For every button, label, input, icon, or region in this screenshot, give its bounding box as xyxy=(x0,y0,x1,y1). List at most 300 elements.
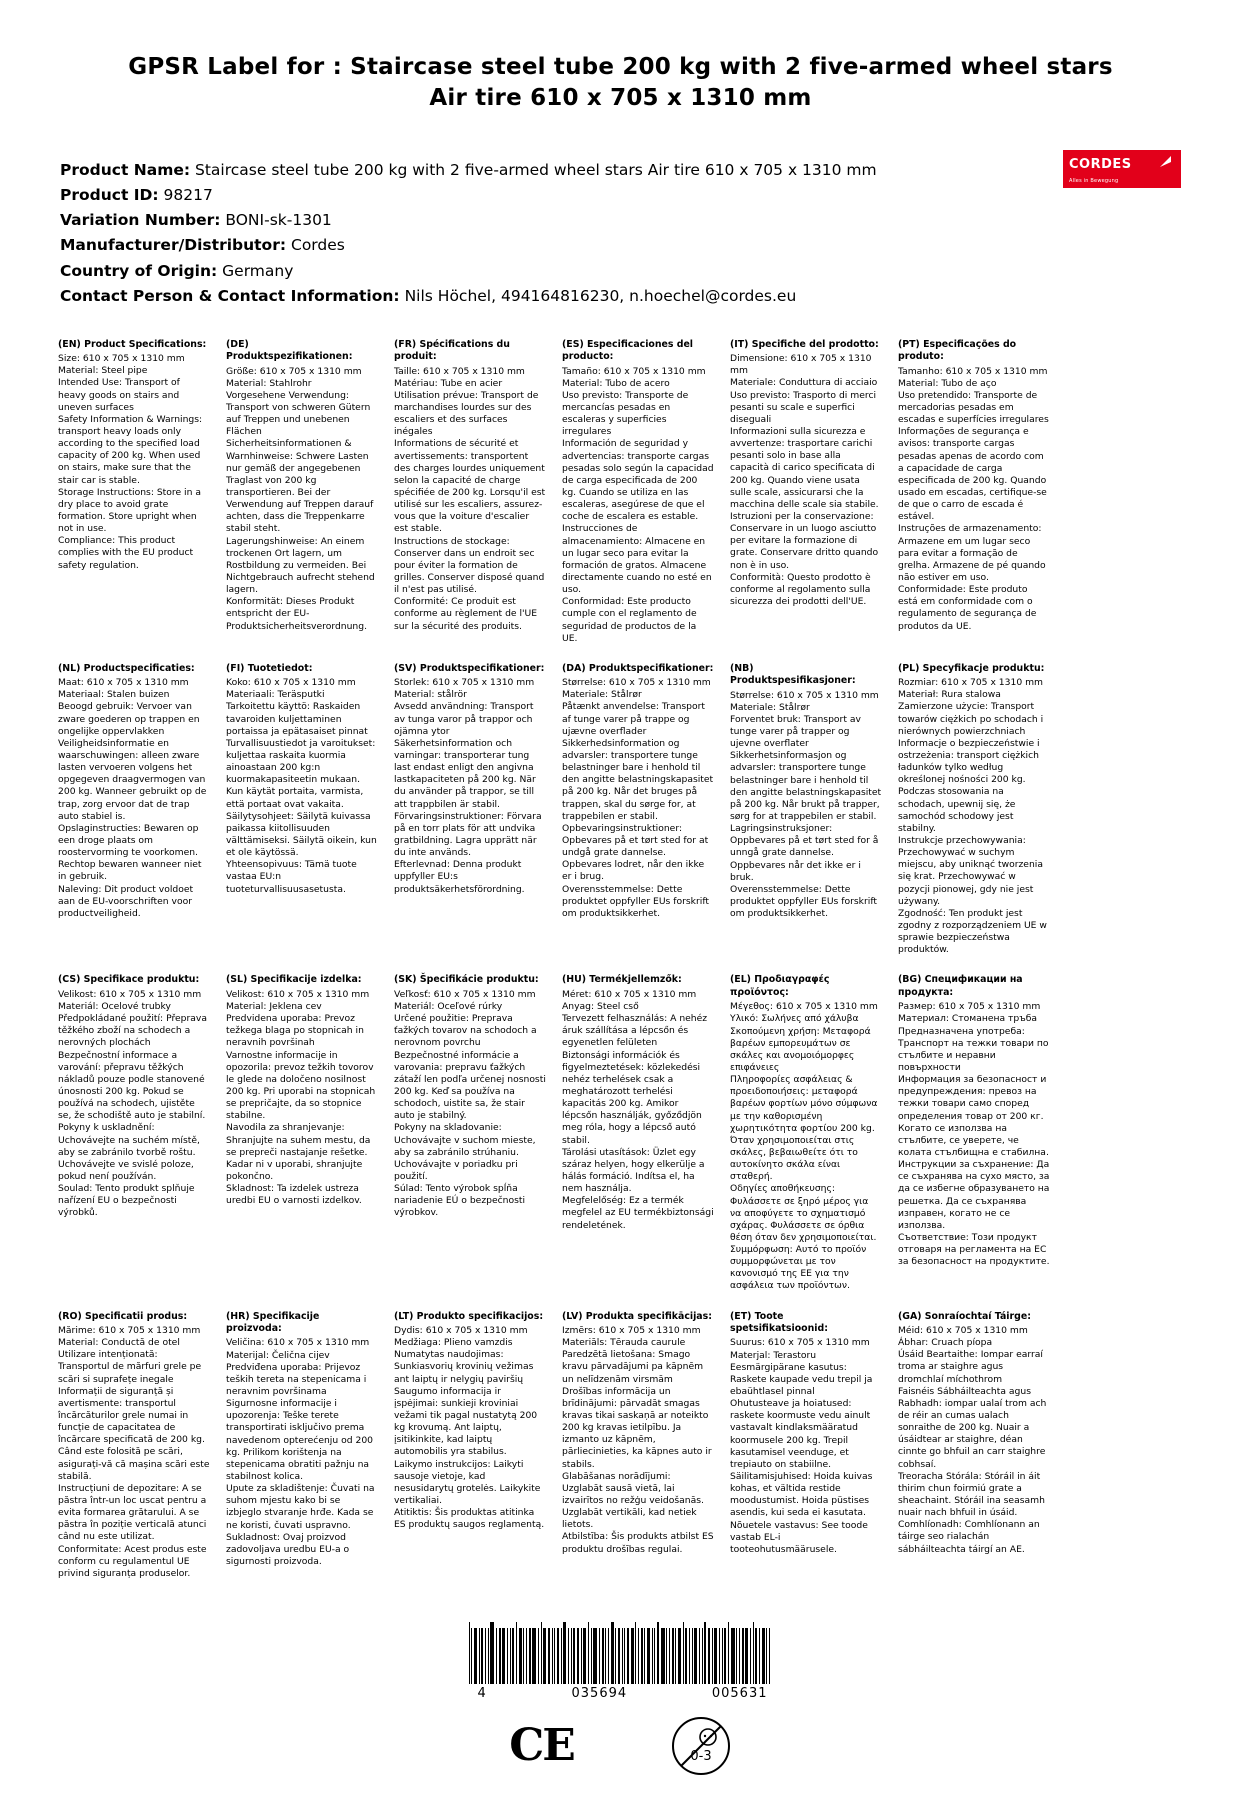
spec-paragraph: Biztonsági információk és figyelmeztetések: közlekedési nehéz terhelések csak a meghatározott terhelési kapacitás 200 kg. Amikor lépcsőn használják, győződjön meg róla, hogy a lépcső autó stabil. xyxy=(562,1049,702,1146)
spec-paragraph: Bezpečnostné informácie a varovania: prepravu ťažkých zátaží len podľa určenej nosnosti 200 kg. Keď sa používa na schodoch, uistite sa, že stair auto je stabilný. xyxy=(394,1049,546,1122)
barcode-bar xyxy=(762,1628,765,1684)
barcode-bar xyxy=(488,1628,489,1684)
barcode-bar xyxy=(485,1628,486,1684)
spec-paragraph: Overensstemmelse: Dette produktet oppfyller EUs forskrift om produktsikkerhet. xyxy=(562,883,710,919)
barcode-bar xyxy=(755,1628,757,1684)
spec-heading: (CS) Specifikace produktu: xyxy=(58,974,200,986)
barcode-bar xyxy=(647,1628,650,1684)
barcode-bar xyxy=(644,1628,645,1684)
spec-paragraph: Taille: 610 x 705 x 1310 mm xyxy=(394,365,525,377)
spec-column xyxy=(394,1311,546,1580)
spec-heading: (DA) Produktspecifikationer: xyxy=(562,662,714,674)
spec-heading: (FR) Spécifications du produit: xyxy=(394,338,510,363)
spec-paragraph: Sigurnosne informacije i upozorenja: Teške terete transportirati isključivo prema navedenom opterećenju od 200 kg. Prilikom korištenja na stepenicama obratiti pažnju na stabilnost kolica. xyxy=(226,1398,374,1482)
spec-paragraph: Предназначена употреба: Транспорт на тежки товари по стълбите и неравни повърхности xyxy=(898,1025,1049,1073)
barcode-bar xyxy=(605,1628,606,1684)
spec-paragraph: Faisnéis Sábháilteachta agus Rabhadh: iompar ualaí trom ach de réir an cumas ualach sonraithe de 200 kg. Nuair a úsáidtear ar staighre, déan cinnte go bhfuil an carr staighre cobhsaí. xyxy=(898,1385,1047,1470)
spec-paragraph: Méret: 610 x 705 x 1310 mm xyxy=(562,988,697,1000)
barcode-bar xyxy=(573,1628,575,1684)
spec-heading: (SV) Produktspecifikationer: xyxy=(394,662,545,674)
barcode-bar xyxy=(689,1628,690,1684)
barcode-bar xyxy=(548,1628,550,1684)
spec-paragraph: Material: Stahlrohr xyxy=(226,377,312,389)
spec-heading: (NB) Produktspesifikasjoner: xyxy=(730,662,856,687)
barcode-bar xyxy=(519,1628,522,1684)
spec-paragraph: Tervezett felhasználás: A nehéz áruk szállítása a lépcsőn és egyenetlen felületen xyxy=(562,1013,708,1049)
barcode-bar xyxy=(577,1628,579,1684)
spec-paragraph: Conformidad: Este producto cumple con el reglamento de seguridad de productos de la UE. xyxy=(562,596,697,644)
spec-paragraph: Πληροφορίες ασφάλειας & προειδοποιήσεις: μεταφορά βαρέων φορτίων μόνο σύμφωνα με την καθορισμένη χωρητικότητα φορτίου 200 kg. Όταν χρησιμοποιείται στις σκάλες, βεβαιωθείτε ότι το αυτοκίνητο σκάλα είναι σταθερή. xyxy=(730,1074,878,1183)
barcode-bar xyxy=(581,1628,582,1684)
spec-column xyxy=(898,1311,1050,1580)
spec-heading: (ES) Especificaciones del producto: xyxy=(562,338,694,363)
barcode-bar xyxy=(702,1628,703,1684)
spec-paragraph: Μέγεθος: 610 x 705 x 1310 mm xyxy=(730,1001,878,1013)
spec-paragraph: Informații de siguranță și avertismente: transportul încărcăturilor grele numai in funcție de capacitatea de încărcare specificată de 200 kg. Când este folosită pe scări, asigurați-vă că mașina scări este stabilă. xyxy=(58,1385,210,1482)
age-restriction-icon xyxy=(670,1715,732,1777)
barcode-bar xyxy=(692,1628,693,1684)
spec-paragraph: Beoogd gebruik: Vervoer van zware goederen op trappen en ongelijke oppervlakken xyxy=(58,701,200,737)
spec-paragraph: Tamanho: 610 x 705 x 1310 mm xyxy=(898,365,1048,377)
barcode-bar xyxy=(469,1622,470,1684)
barcode-bar xyxy=(683,1622,684,1684)
spec-paragraph: Storlek: 610 x 705 x 1310 mm xyxy=(394,677,535,689)
spec-paragraph: Zamierzone użycie: Transport towarów ciężkich po schodach i nierównych powierzchniach xyxy=(898,701,1044,737)
barcode-bar xyxy=(510,1628,511,1684)
spec-paragraph: Saugumo informacija ir įspėjimai: sunkieji kroviniai vežami tik pagal nustatytą 200 kg krovumą. Ant laiptų, įsitikinkite, kad laiptų automobilis yra stabilus. xyxy=(394,1385,538,1458)
spec-paragraph: Safety Information & Warnings: transport heavy loads only according to the specified load capacity of 200 kg. When used on stairs, make sure that the stair car is stable. xyxy=(58,413,203,486)
spec-paragraph: Tamaño: 610 x 705 x 1310 mm xyxy=(562,365,706,377)
spec-paragraph: Размер: 610 x 705 x 1310 mm xyxy=(898,1001,1041,1013)
spec-paragraph: Compliance: This product complies with the EU product safety regulation. xyxy=(58,535,194,571)
spec-paragraph: Informacje o bezpieczeństwie i ostrzeżenia: transport ciężkich ładunków tylko według określonej nośności 200 kg. Podczas stosowania na schodach, upewnij się, że samochód schodowy jest stabilny. xyxy=(898,737,1040,834)
barcode-bar xyxy=(622,1628,623,1684)
barcode-bar xyxy=(532,1628,536,1684)
spec-column xyxy=(562,1311,714,1580)
spec-paragraph: Materiál: Ocelové trubky xyxy=(58,1000,171,1012)
spec-paragraph: Инструкции за съхранение: Да се съхранява на сухо място, за да се избегне образуването на решетка. Да се съхранява изправен, когато не се използва. xyxy=(898,1159,1050,1231)
spec-paragraph: Съответствие: Този продукт отговаря на регламента на ЕС за безопасност на продуктите. xyxy=(898,1231,1050,1268)
spec-paragraph: Sikkerhedsinformation og advarsler: transportere tunge belastninger bare i henhold til den angitte belastningskapasitet på 200 kg. Når det bruges på trappen, skal du sørge for, at trappebilen er stabil. xyxy=(562,737,714,822)
spec-paragraph: Pokyny k uskladnění: Uchovávejte na suchém místě, aby se zabránilo tvorbě roštu. Uchovávejte ve svislé poloze, pokud není používán. xyxy=(58,1122,200,1182)
barcode-bar xyxy=(731,1628,735,1684)
spec-paragraph: Maat: 610 x 705 x 1310 mm xyxy=(58,677,189,689)
spec-paragraph: Pokyny na skladovanie: Uchovávajte v suchom mieste, aby sa zabránilo strúhaniu. Uchovávajte v poriadku pri použití. xyxy=(394,1122,536,1182)
spec-paragraph: Materjal: Terastoru xyxy=(730,1349,817,1361)
barcode-bar xyxy=(766,1628,767,1684)
product-name-label: Product Name: xyxy=(60,161,191,180)
spec-paragraph: Sukladnost: Ovaj proizvod zadovoljava uredbu EU-a o sigurnosti proizvoda. xyxy=(226,1531,350,1567)
spec-heading: (NL) Productspecificaties: xyxy=(58,662,195,674)
spec-column xyxy=(226,339,378,645)
spec-heading: (LT) Produkto specifikacijos: xyxy=(394,1310,544,1322)
spec-paragraph: Dydis: 610 x 705 x 1310 mm xyxy=(394,1325,528,1337)
spec-paragraph: Mărime: 610 x 705 x 1310 mm xyxy=(58,1325,201,1337)
barcode-bar xyxy=(507,1628,508,1684)
barcode-bar xyxy=(552,1628,553,1684)
spec-paragraph: Overensstemmelse: Dette produktet oppfyller EUs forskrift om produktsikkerhet. xyxy=(730,883,878,920)
spec-column xyxy=(58,974,210,1292)
spec-paragraph: Atbilstība: Šis produkts atbilst ES produktu drošības regulai. xyxy=(562,1531,714,1555)
barcode-bar xyxy=(571,1628,572,1684)
barcode-bar xyxy=(557,1628,559,1684)
spec-heading: (EL) Προδιαγραφές προϊόντος: xyxy=(730,974,830,998)
swoosh-icon xyxy=(1159,155,1173,169)
spec-paragraph: Material: Conductă de otel xyxy=(58,1337,180,1349)
product-name-row xyxy=(60,158,1181,183)
barcode-bar xyxy=(543,1628,546,1684)
spec-paragraph: Opbevaringsinstruktioner: Opbevares på et tørt sted for at undgå grate dannelse. Opbevares lodret, når den ikke er i brug. xyxy=(562,822,709,883)
spec-row xyxy=(58,339,1183,645)
barcode-bar xyxy=(523,1628,524,1684)
barcode-bar xyxy=(672,1628,674,1684)
spec-paragraph: Dimensione: 610 x 705 x 1310 mm xyxy=(730,353,872,377)
country-value: Germany xyxy=(222,261,294,280)
spec-column xyxy=(730,339,882,645)
variation-number-row xyxy=(60,208,1181,233)
spec-paragraph: Konformität: Dieses Produkt entspricht der EU-Produktsicherheitsverordnung. xyxy=(226,596,368,632)
specifications-grid xyxy=(58,339,1183,1580)
barcode-prefix: 4 xyxy=(477,1685,487,1701)
spec-paragraph: Materiale: Stålrør xyxy=(730,701,810,713)
spec-paragraph: Ábhar: Cruach píopa xyxy=(898,1337,993,1349)
barcode-bar xyxy=(724,1628,726,1684)
spec-paragraph: Velikost: 610 x 705 x 1310 mm xyxy=(58,988,202,1000)
variation-number-value: BONI-sk-1301 xyxy=(225,211,332,230)
spec-column xyxy=(58,339,210,645)
spec-paragraph: Lagerungshinweise: An einem trockenen Ort lagern, um Rostbildung zu vermeiden. Bei Nichtgebrauch aufrecht stehend lagern. xyxy=(226,535,375,596)
spec-paragraph: Upute za skladištenje: Čuvati na suhom mjestu kako bi se izbjeglo stvaranje hrđe. Kada se ne koristi, čuvati uspravno. xyxy=(226,1483,375,1531)
spec-paragraph: Sicherheitsinformationen & Warnhinweise: Schwere Lasten nur gemäß der angegebenen Traglast von 200 kg transportieren. Bei der Verwendung auf Treppen darauf achten, dass die Treppenkarre stabil steht. xyxy=(226,438,374,535)
barcode-bar xyxy=(745,1628,748,1684)
logo-brand: CORDES xyxy=(1069,156,1132,172)
barcode-bar xyxy=(736,1628,737,1684)
spec-paragraph: Súlad: Tento výrobok spĺňa nariadenie EÚ o bezpečnosti výrobkov. xyxy=(394,1183,526,1219)
spec-paragraph: Material: Steel pipe xyxy=(58,365,148,377)
spec-paragraph: Υλικό: Σωλήνες από χάλυβα xyxy=(730,1013,859,1025)
spec-paragraph: Paredzētā lietošana: Smago kravu pārvadājumi pa kāpnēm un nelīdzenām virsmām xyxy=(562,1349,704,1385)
spec-paragraph: Materijal: Čelična cijev xyxy=(226,1349,330,1361)
spec-paragraph: Materiał: Rura stalowa xyxy=(898,689,1001,701)
variation-number-label: Variation Number: xyxy=(60,211,221,230)
spec-paragraph: Navodila za shranjevanje: Shranjujte na suhem mestu, da se prepreči nastajanje rešetke. Kadar ni v uporabi, shranjujte pokončno. xyxy=(226,1122,371,1182)
spec-paragraph: Säilitamisjuhised: Hoida kuivas kohas, et vältida restide moodustumist. Hoida püstises asendis, kui seda ei kasutata. xyxy=(730,1470,873,1519)
barcode-bar xyxy=(627,1628,629,1684)
product-name-value: Staircase steel tube 200 kg with 2 five-armed wheel stars Air tire 610 x 705 x 1310 mm xyxy=(195,161,877,180)
spec-paragraph: Anyag: Steel cső xyxy=(562,1000,639,1012)
spec-paragraph: Instrucciones de almacenamiento: Almacene en un lugar seco para evitar la formación de gratos. Almacene directamente cuando no esté en uso. xyxy=(562,523,712,596)
spec-heading: (ET) Toote spetsifikatsioonid: xyxy=(730,1310,828,1335)
spec-paragraph: Συμμόρφωση: Αυτό το προϊόν συμμορφώνεται με τον κανονισμό της ΕΕ για την ασφάλεια των προϊόντων. xyxy=(730,1244,867,1292)
spec-paragraph: Uso previsto: Transporte de mercancías pesadas en escaleras y superficies irregulares xyxy=(562,389,689,438)
barcode-bar xyxy=(529,1628,531,1684)
spec-column xyxy=(730,663,882,957)
barcode-bar xyxy=(728,1622,729,1684)
spec-column xyxy=(226,663,378,957)
spec-paragraph: Skladnost: Ta izdelek ustreza uredbi EU o varnosti izdelkov. xyxy=(226,1183,362,1207)
barcode-numbers xyxy=(474,1686,768,1701)
spec-paragraph: Suurus: 610 x 705 x 1310 mm xyxy=(730,1337,870,1349)
spec-paragraph: Conformità: Questo prodotto è conforme al regolamento sulla sicurezza dei prodotti dell'UE. xyxy=(730,571,871,607)
barcode-bar xyxy=(708,1628,710,1684)
country-label: Country of Origin: xyxy=(60,261,218,280)
spec-paragraph: Megfelelőség: Ez a termék megfelel az EU termékbiztonsági rendeletének. xyxy=(562,1195,714,1231)
spec-heading: (HR) Specifikacije proizvoda: xyxy=(226,1310,320,1335)
spec-column xyxy=(394,974,546,1292)
gpsr-label-page xyxy=(0,52,1241,1806)
spec-paragraph: Soulad: Tento produkt splňuje nařízení EU o bezpečnosti výrobků. xyxy=(58,1183,195,1219)
barcode-bar xyxy=(675,1628,676,1684)
spec-paragraph: Určené použitie: Preprava ťažkých tovarov na schodoch a nerovnom povrchu xyxy=(394,1013,537,1049)
contact-row xyxy=(60,284,1181,309)
spec-paragraph: Atitiktis: Šis produktas atitinka ES produktų saugos reglamentą. xyxy=(394,1507,545,1531)
barcode-bar xyxy=(654,1628,655,1684)
barcode-bar xyxy=(657,1622,659,1684)
spec-paragraph: Rozmiar: 610 x 705 x 1310 mm xyxy=(898,677,1044,689)
spec-paragraph: Opslaginstructies: Bewaren op een droge plaats om roostervorming te voorkomen. Rechtop bewaren wanneer niet in gebruik. xyxy=(58,822,202,883)
spec-column xyxy=(898,974,1050,1292)
country-row xyxy=(60,259,1181,284)
spec-paragraph: Méid: 610 x 705 x 1310 mm xyxy=(898,1325,1028,1337)
spec-heading: (SK) Špecifikácie produktu: xyxy=(394,974,539,986)
spec-heading: (BG) Спецификации на продукта: xyxy=(898,974,1023,998)
spec-column xyxy=(226,1311,378,1580)
barcode-bar xyxy=(704,1622,706,1684)
spec-column xyxy=(58,663,210,957)
spec-paragraph: Istruzioni per la conservazione: Conservare in un luogo asciutto per evitare la formazione di grate. Conservare dritto quando non è in uso. xyxy=(730,510,879,571)
spec-paragraph: Información de seguridad y advertencias: transporte cargas pesadas solo según la capacidad de carga especificada de 200 kg. Cuando se utiliza en las escaleras, asegúrese de que el coche de escalera es estable. xyxy=(562,438,714,523)
spec-paragraph: Conformidade: Este produto está em conformidade com o regulamento de segurança de produtos da UE. xyxy=(898,584,1037,632)
spec-paragraph: Материал: Стоманена тръба xyxy=(898,1013,1038,1025)
product-meta xyxy=(60,158,1181,309)
spec-paragraph: Conformitate: Acest produs este conform cu regulamentul UE privind siguranța produselor. xyxy=(58,1543,207,1579)
spec-paragraph: Avsedd användning: Transport av tunga varor på trappor och ojämna ytor xyxy=(394,701,534,737)
spec-paragraph: Informazioni sulla sicurezza e avvertenze: trasportare carichi pesanti solo in base alla capacità di carico specificata di 200 kg. Quando viene usata sulle scale, assicurarsi che la macchina delle scale sia stabile. xyxy=(730,426,879,510)
spec-column xyxy=(898,663,1050,957)
barcode-bar xyxy=(699,1628,700,1684)
cordes-logo xyxy=(1063,150,1181,188)
spec-paragraph: Comhlíonadh: Comhlíonann an táirge seo rialachán sábháilteachta táirgí an AE. xyxy=(898,1519,1040,1555)
spec-paragraph: Predviđena uporaba: Prijevoz teških tereta na stepenicama i neravnim površinama xyxy=(226,1361,367,1397)
spec-paragraph: Treoracha Stórála: Stóráil in áit thirim chun foirmiú grate a sheachaint. Stóráil ina seasamh nuair nach bhfuil in úsáid. xyxy=(898,1470,1045,1519)
spec-paragraph: Instruções de armazenamento: Armazene em um lugar seco para evitar a formação de grelha. Armazene de pé quando não estiver em uso. xyxy=(898,523,1046,583)
spec-paragraph: Material: stålrör xyxy=(394,689,467,701)
spec-paragraph: Sikkerhetsinformasjon og advarsler: transportere tunge belastninger bare i henhold til den angitte belastningskapasitet på 200 kg. Når brukt på trapper, sørg for at trappebilen er stabil. xyxy=(730,750,882,823)
spec-paragraph: Utilizare intenționată: Transportul de mărfuri grele pe scări si suprafețe inegale xyxy=(58,1349,202,1385)
spec-row xyxy=(58,974,1183,1292)
barcode-bar xyxy=(753,1622,754,1684)
spec-paragraph: Zgodność: Ten produkt jest zgodny z rozporządzeniem UE w sprawie bezpieczeństwa produktów. xyxy=(898,907,1047,956)
product-id-label: Product ID: xyxy=(60,186,159,205)
compliance-marks xyxy=(509,1715,732,1777)
barcode-bar xyxy=(722,1628,723,1684)
spec-paragraph: Size: 610 x 705 x 1310 mm xyxy=(58,353,185,365)
spec-heading: (SL) Specifikacije izdelka: xyxy=(226,974,362,986)
barcode-bar xyxy=(474,1628,477,1684)
spec-paragraph: Påtænkt anvendelse: Transport af tunge varer på trappe og ujævne overflader xyxy=(562,701,706,737)
barcode-bar xyxy=(526,1628,527,1684)
product-id-value: 98217 xyxy=(163,186,213,205)
barcode-bar xyxy=(490,1622,494,1684)
spec-paragraph: Bezpečnostní informace a varování: přepravu těžkých nákladů pouze podle stanovené únosnosti 200 kg. Pokud se používá na schodech, ujistěte se, že schodiště auto je stabilní. xyxy=(58,1049,206,1122)
spec-paragraph: Säilytysohjeet: Säilytä kuivassa paikassa kiitollisuuden välttämiseksi. Säilytä oikein, kun et ole käytössä. xyxy=(226,810,377,859)
spec-paragraph: Material: Jeklena cev xyxy=(226,1000,322,1012)
spec-paragraph: Úsáid Beartaithe: Iompar earraí troma ar staighre agus dromchlaí míchothrom xyxy=(898,1349,1043,1385)
contact-value: Nils Höchel, 494164816230, n.hoechel@cordes.eu xyxy=(404,286,797,305)
barcode-bar xyxy=(583,1628,586,1684)
spec-paragraph: Varnostne informacije in opozorila: prevoz težkih tovorov le glede na določeno nosilnost 200 kg. Pri uporabi na stopnicah se prepričajte, da so stopnice stabilne. xyxy=(226,1049,376,1122)
spec-column xyxy=(562,974,714,1292)
barcode-bar xyxy=(481,1628,483,1684)
barcode-bar xyxy=(608,1628,609,1684)
spec-paragraph: Material: Tubo de aço xyxy=(898,377,997,389)
barcode-bar xyxy=(602,1628,604,1684)
barcode-bar xyxy=(516,1622,517,1684)
spec-paragraph: Turvallisuustiedot ja varoitukset: kuljettaa raskaita kuormia ainoastaan 200 kg:n kuormakapasiteetin mukaan. Kun käytät portaita, varmista, että portaat ovat vakaita. xyxy=(226,737,376,810)
spec-heading: (HU) Termékjellemzők: xyxy=(562,974,682,986)
barcode-bar xyxy=(471,1628,472,1684)
barcode-bar xyxy=(712,1628,713,1684)
barcode-bar xyxy=(618,1628,620,1684)
ce-mark-icon: CE xyxy=(509,1720,574,1772)
spec-paragraph: Informações de segurança e avisos: transporte cargas pesadas apenas de acordo com a capacidade de carga especificada de 200 kg. Quando usado em escadas, certifique-se de que o carro de escada é estável. xyxy=(898,426,1047,523)
spec-paragraph: Předpokládané použití: Přeprava těžkého zboží na schodech a nerovných plochách xyxy=(58,1013,207,1049)
barcode-bar xyxy=(563,1622,566,1684)
logo-tagline: Alles in Bewegung xyxy=(1069,177,1119,184)
spec-paragraph: Numatytas naudojimas: Sunkiasvorių krovinių vežimas ant laiptų ir nelygių paviršių xyxy=(394,1349,534,1385)
barcode-bar xyxy=(641,1628,643,1684)
manufacturer-label: Manufacturer/Distributor: xyxy=(60,236,287,255)
spec-paragraph: Instructions de stockage: Conserver dans un endroit sec pour éviter la formation de grilles. Conserver disposé quand il n'est pas utilisé. xyxy=(394,535,545,596)
spec-paragraph: Uso previsto: Trasporto di merci pesanti su scale e superfici diseguali xyxy=(730,389,877,425)
product-id-row xyxy=(60,183,1181,208)
spec-paragraph: Instrucțiuni de depozitare: A se păstra într-un loc uscat pentru a evita formarea grătarului. A se păstra în poziție verticală atunci când nu este utilizat. xyxy=(58,1482,207,1543)
spec-paragraph: Storage Instructions: Store in a dry place to avoid grate formation. Store upright when not in use. xyxy=(58,486,201,535)
spec-paragraph: Materiál: Oceľové rúrky xyxy=(394,1000,503,1012)
spec-column xyxy=(898,339,1050,645)
spec-row xyxy=(58,663,1183,957)
barcode-bar xyxy=(750,1628,751,1684)
spec-paragraph: Tárolási utasítások: Üzlet egy száraz helyen, hogy elkerülje a hálás formáció. Indítsa el, ha nem használja. xyxy=(562,1146,705,1195)
spec-column xyxy=(394,339,546,645)
spec-paragraph: Instrukcje przechowywania: Przechowywać w suchym miejscu, aby uniknąć tworzenia się krat. Przechowywać w pozycji pionowej, gdy nie jest używany. xyxy=(898,835,1043,907)
spec-heading: (DE) Produktspezifikationen: xyxy=(226,338,353,363)
barcode-bar xyxy=(694,1628,697,1684)
spec-heading: (EN) Product Specifications: xyxy=(58,338,207,350)
spec-paragraph: Laikymo instrukcijos: Laikyti sausoje vietoje, kad nesusidarytų grotelės. Laikykite vertikaliai. xyxy=(394,1458,541,1506)
spec-paragraph: Veiligheidsinformatie en waarschuwingen: alleen zware lasten vervoeren volgens het opgegeven draagvermogen van 200 kg. Wanneer gebruikt op de trap, zorg ervoor dat de trap auto stabiel is. xyxy=(58,737,207,822)
barcode-bar xyxy=(669,1628,670,1684)
spec-paragraph: Materiale: Stålrør xyxy=(562,689,642,701)
spec-paragraph: Material: Tubo de acero xyxy=(562,377,670,389)
spec-paragraph: Materiaal: Stalen buizen xyxy=(58,689,170,701)
spec-paragraph: Størrelse: 610 x 705 x 1310 mm xyxy=(562,677,711,689)
barcode-bar xyxy=(591,1628,592,1684)
barcode-bar xyxy=(541,1622,542,1684)
spec-column xyxy=(394,663,546,957)
spec-heading: (FI) Tuotetiedot: xyxy=(226,662,313,674)
barcode-bar xyxy=(666,1628,667,1684)
barcode-bar xyxy=(685,1628,687,1684)
barcode-bar xyxy=(759,1628,760,1684)
barcode-bar xyxy=(714,1628,717,1684)
spec-paragraph: Uso pretendido: Transporte de mercadorias pesadas em escadas e superfícies irregulares xyxy=(898,389,1049,426)
spec-paragraph: Predvidena uporaba: Prevoz težkega blaga po stopnicah in neravnih površinah xyxy=(226,1013,364,1049)
barcode-bar xyxy=(678,1628,681,1684)
spec-heading: (RO) Specificatii produs: xyxy=(58,1310,188,1322)
contact-label: Contact Person & Contact Information: xyxy=(60,286,400,305)
spec-paragraph: Säkerhetsinformation och varningar: transporterar tung last endast enligt den angivna lastkapaciteten på 200 kg. När du använder på trappor, se till att trappbilen är stabil. xyxy=(394,737,536,810)
spec-paragraph: Σκοπούμενη χρήση: Μεταφορά βαρέων εμπορευμάτων σε σκάλες και ανομοιόμορφες επιφάνειες xyxy=(730,1025,871,1073)
spec-heading: (LV) Produkta specifikācijas: xyxy=(562,1310,712,1322)
barcode-group-2: 005631 xyxy=(711,1685,768,1701)
barcode-bar xyxy=(635,1622,636,1684)
barcode-bar xyxy=(661,1628,665,1684)
spec-column xyxy=(58,1311,210,1580)
spec-column xyxy=(730,974,882,1292)
barcode-bar xyxy=(496,1628,497,1684)
spec-paragraph: Glabāšanas norādījumi: Uzglabāt sausā vietā, lai izvairītos no režģu veidošanās. Uzglabāt vertikāli, kad netiek lietots. xyxy=(562,1470,704,1531)
spec-paragraph: Velikost: 610 x 705 x 1310 mm xyxy=(226,988,370,1000)
barcode-bar xyxy=(719,1628,720,1684)
spec-paragraph: Naleving: Dit product voldoet aan de EU-voorschriften voor productveiligheid. xyxy=(58,883,194,919)
barcode-bar xyxy=(624,1628,625,1684)
manufacturer-value: Cordes xyxy=(291,236,345,255)
spec-paragraph: Conformité: Ce produit est conforme au règlement de l'UE sur la sécurité des produits. xyxy=(394,596,538,632)
spec-paragraph: Efterlevnad: Denna produkt uppfyller EU:s produktsäkerhetsförordning. xyxy=(394,859,525,895)
spec-paragraph: Størrelse: 610 x 705 x 1310 mm xyxy=(730,689,879,701)
barcode-bar xyxy=(502,1628,505,1684)
spec-paragraph: Lagringsinstruksjoner: Oppbevares på et tørt sted for å unngå grate dannelse. Oppbevares når det ikke er i bruk. xyxy=(730,823,879,883)
spec-paragraph: Materiaali: Teräsputki xyxy=(226,689,325,701)
barcode-bar xyxy=(611,1622,614,1684)
spec-paragraph: Veľkosť: 610 x 705 x 1310 mm xyxy=(394,988,536,1000)
barcode-bar xyxy=(568,1628,569,1684)
barcode-group-1: 035694 xyxy=(571,1685,628,1701)
manufacturer-row xyxy=(60,233,1181,258)
spec-column xyxy=(730,1311,882,1580)
spec-paragraph: Koko: 610 x 705 x 1310 mm xyxy=(226,677,356,689)
spec-column xyxy=(562,663,714,957)
spec-column xyxy=(562,339,714,645)
barcode-bar xyxy=(638,1628,639,1684)
barcode-bar xyxy=(652,1628,653,1684)
barcode-bar xyxy=(593,1628,597,1684)
spec-paragraph: Medžiaga: Plieno vamzdis xyxy=(394,1337,513,1349)
spec-paragraph: Informations de sécurité et avertissements: transportent des charges lourdes uniquement selon la capacité de charge spécifiée de 200 kg. Lorsqu'il est utilisé sur les escaliers, assurez-vous que la voiture d'escalier est stable. xyxy=(394,438,546,535)
barcode-bar xyxy=(742,1628,744,1684)
spec-paragraph: Drošības informācija un brīdinājumi: pārvadāt smagas kravas tikai saskaņā ar noteikto 200 kg kravas ietilpību. Ja izmanto uz kāpnēm, pārliecinieties, ka kāpnes auto ir stabils. xyxy=(562,1385,712,1470)
spec-paragraph: Größe: 610 x 705 x 1310 mm xyxy=(226,365,362,377)
spec-paragraph: Οδηγίες αποθήκευσης: Φυλάσσετε σε ξηρό μέρος για να αποφύγετε το σχηματισμό σχάρας. Φυλάσσετε σε όρθια θέση όταν δεν χρησιμοποιείται. xyxy=(730,1183,877,1243)
spec-paragraph: Materiāls: Tērauda caurule xyxy=(562,1337,686,1349)
spec-paragraph: Matériau: Tube en acier xyxy=(394,377,503,389)
spec-paragraph: Intended Use: Transport of heavy goods on stairs and uneven surfaces xyxy=(58,377,180,413)
spec-column xyxy=(226,974,378,1292)
spec-paragraph: Информация за безопасност и предупреждения: превоз на тежки товари само според определения товар от 200 кг. Когато се използва на стълбите, се уверете, че колата стълбищна е стабилна. xyxy=(898,1074,1049,1158)
spec-heading: (IT) Specifiche del prodotto: xyxy=(730,338,879,350)
spec-paragraph: Förvaringsinstruktioner: Förvara på en torr plats för att undvika gratbildning. Lagra upprätt när du inte används. xyxy=(394,810,542,859)
spec-paragraph: Yhteensopivuus: Tämä tuote vastaa EU:n tuoteturvallisuusasetusta. xyxy=(226,859,357,895)
page-title: GPSR Label for : Staircase steel tube 200 kg with 2 five-armed wheel stars Air tire 610 x 705 x 1310 mm xyxy=(128,54,1113,112)
barcode-bar xyxy=(615,1628,616,1684)
spec-paragraph: Veličina: 610 x 705 x 1310 mm xyxy=(226,1337,370,1349)
spec-heading: (PT) Especificações do produto: xyxy=(898,338,1017,363)
barcode-bar xyxy=(499,1628,501,1684)
barcode-bar xyxy=(769,1628,770,1684)
spec-paragraph: Vorgesehene Verwendung: Transport von schweren Gütern auf Treppen und unebenen Flächen xyxy=(226,389,371,438)
barcode-bar xyxy=(479,1628,480,1684)
